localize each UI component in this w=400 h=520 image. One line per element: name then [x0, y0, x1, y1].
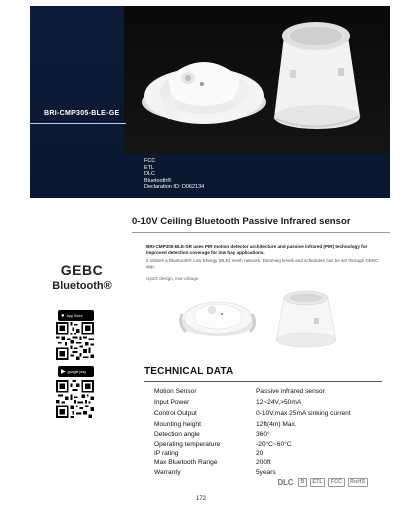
brand-block: [42, 262, 122, 292]
qr-code-google-play[interactable]: [56, 380, 94, 418]
model-underline: [30, 123, 126, 124]
sensor-mount-image: [268, 284, 344, 350]
product-description-secondary: It utilizes a Bluetooth® Low Energy (BLE) mesh network. Dimming levels and schedules can be set through GEBC app.: [146, 258, 379, 269]
spec-row: [154, 458, 384, 467]
spec-row: [154, 408, 384, 419]
google-play-badge[interactable]: [58, 366, 94, 377]
product-photo: [124, 6, 390, 154]
spec-value: 5years: [256, 468, 276, 476]
model-number: BRI-CMP305-BLE-GE: [44, 110, 120, 117]
app-store-label: App Store: [66, 313, 83, 318]
sensor-front-image: [172, 284, 262, 348]
dlc-logo: DLC: [277, 478, 294, 487]
bluetooth-logo: B: [298, 478, 307, 487]
spec-value: 0-10V,max 25mA sinking current: [256, 410, 351, 417]
spec-row: [154, 397, 384, 408]
spec-row: [154, 449, 384, 458]
product-title: 0-10V Ceiling Bluetooth Passive Infrared sensor: [132, 216, 351, 227]
hero-banner: [30, 6, 390, 198]
spec-label: Max Bluetooth Range: [154, 459, 218, 467]
apple-icon: ●: [61, 312, 65, 319]
title-divider: [132, 232, 390, 233]
spec-value: -20°C~60°C: [256, 440, 292, 448]
spec-table: [154, 386, 384, 477]
etl-logo: ETL: [310, 478, 325, 487]
spec-label: Input Power: [154, 399, 190, 406]
cert-item: Declaration ID: D062134: [144, 184, 205, 191]
google-play-label: google play: [67, 369, 87, 374]
spec-row: [154, 419, 384, 430]
spec-value: 200ft: [256, 459, 271, 467]
spec-label: Motion Sensor: [154, 388, 197, 395]
brand-name: GEBC: [60, 262, 104, 278]
technical-data-heading: TECHNICAL DATA: [144, 366, 234, 377]
cert-item: FCC: [144, 158, 156, 164]
spec-label: Mounting height: [154, 421, 201, 428]
spec-value: 12~24V,>50mA: [256, 399, 302, 406]
cert-item: Bluetooth®: [144, 177, 172, 184]
sensor-photo-illustration: [124, 6, 390, 154]
certifications-list: [144, 158, 204, 191]
spec-label: Warranty: [154, 468, 181, 476]
spec-value: 20: [256, 449, 264, 457]
play-icon: ▶: [61, 368, 66, 375]
spec-row: [154, 439, 384, 448]
spec-label: Detection angle: [154, 431, 200, 439]
cert-item: ETL: [144, 164, 155, 171]
spec-label: Control Output: [154, 410, 197, 417]
certification-logos: [276, 478, 368, 487]
spec-row: [154, 430, 384, 439]
product-note: Up2G design, low voltage: [146, 276, 199, 281]
technical-data-divider: [144, 381, 382, 382]
bluetooth-wordmark: Bluetooth®: [52, 280, 112, 292]
cert-item: DLC: [144, 171, 156, 178]
spec-row: [154, 386, 384, 397]
spec-label: Operating temperature: [154, 440, 221, 448]
spec-row: [154, 468, 384, 477]
spec-value: 12ft(4m) Max.: [256, 421, 297, 428]
spec-value: 360°: [256, 431, 270, 439]
fcc-logo: FCC: [328, 478, 344, 487]
rohs-logo: RoHS: [348, 478, 368, 487]
spec-value: Passive infrared sensor: [256, 388, 325, 395]
product-description: BRI-CMP305-BLE-SR uses PIR motion detector architecture and passive infrared (PIR) technology for improved detection coverage for low bay applications.: [146, 244, 368, 255]
app-store-badge[interactable]: [58, 310, 94, 321]
qr-code-app-store[interactable]: [56, 322, 94, 360]
page-number: 172: [196, 496, 207, 502]
spec-label: IP rating: [154, 449, 179, 457]
